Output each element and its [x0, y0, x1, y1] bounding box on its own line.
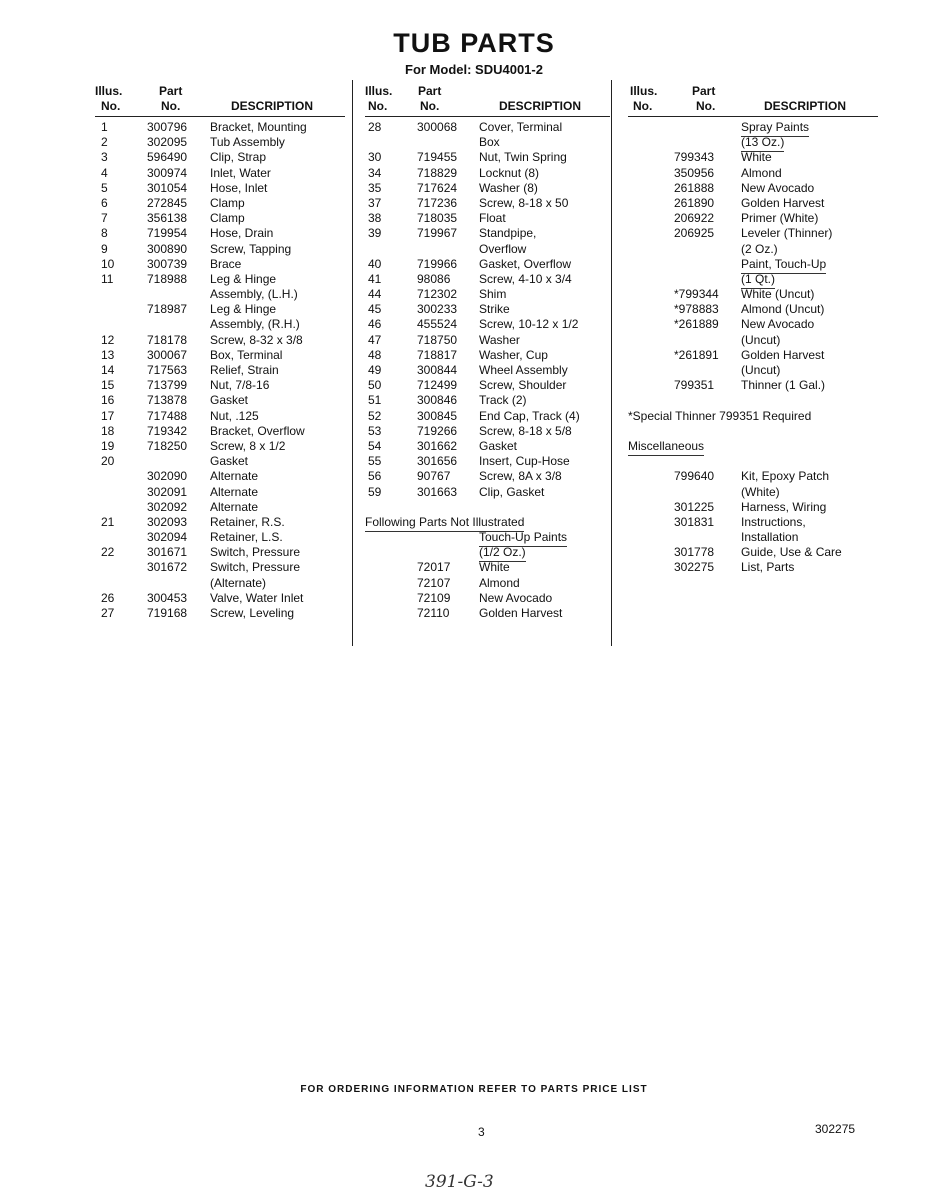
part-description: New Avocado	[741, 180, 815, 195]
illus-number: 56	[368, 469, 382, 484]
illus-number: 30	[368, 150, 382, 165]
part-description: Hose, Inlet	[210, 180, 268, 195]
part-description: White (Uncut)	[741, 287, 815, 302]
part-description: Cover, Terminal	[479, 120, 563, 134]
part-description: Leg & Hinge	[210, 302, 277, 317]
part-number: 718829	[417, 165, 458, 180]
part-number: 302092	[147, 499, 188, 514]
part-description: Spray Paints	[741, 120, 809, 137]
column-divider	[352, 80, 353, 646]
ordering-footer: FOR ORDERING INFORMATION REFER TO PARTS PRICE LIST	[300, 1084, 648, 1095]
part-description: Screw, Tapping	[210, 241, 292, 256]
part-description: Clip, Strap	[210, 150, 267, 165]
illus-number: 4	[101, 165, 108, 180]
part-description: Bracket, Overflow	[210, 423, 305, 438]
part-number: 718988	[147, 271, 188, 286]
part-description: Touch-Up Paints	[479, 530, 567, 547]
illus-no-header: No.	[101, 99, 121, 113]
part-description: Installation	[741, 530, 799, 545]
header-rule	[628, 116, 878, 117]
part-description: Nut, .125	[210, 408, 259, 423]
part-number: 300068	[417, 120, 458, 134]
illus-number: 9	[101, 241, 108, 256]
part-description: Nut, 7/8-16	[210, 378, 270, 393]
part-number: 718987	[147, 302, 188, 317]
part-description: Screw, 8-18 x 5/8	[479, 423, 572, 438]
part-description: Box	[479, 135, 500, 150]
illus-header: Illus.	[365, 84, 393, 98]
part-description: Strike	[479, 302, 510, 317]
part-description: Switch, Pressure	[210, 545, 301, 560]
illus-number: 26	[101, 590, 115, 605]
illus-header: Illus.	[630, 84, 658, 98]
illus-number: 53	[368, 423, 382, 438]
illus-number: 44	[368, 287, 382, 302]
part-description: Screw, 8 x 1/2	[210, 438, 286, 453]
part-description: Leg & Hinge	[210, 271, 277, 286]
column-divider	[611, 80, 612, 646]
part-number: 356138	[147, 211, 188, 226]
part-number: 300233	[417, 302, 458, 317]
part-description: Box, Terminal	[210, 347, 283, 362]
illus-number: 17	[101, 408, 115, 423]
illus-no-header: No.	[368, 99, 388, 113]
description-header: DESCRIPTION	[499, 99, 582, 113]
part-number: 261888	[674, 180, 715, 195]
part-description: Switch, Pressure	[210, 560, 301, 575]
illus-number: 47	[368, 332, 382, 347]
part-number: 301054	[147, 180, 188, 195]
part-number: 302090	[147, 469, 188, 484]
illus-header: Illus.	[95, 84, 123, 98]
part-header: Part	[418, 84, 442, 98]
part-number: 719966	[417, 256, 458, 271]
part-number: *799344	[674, 287, 719, 302]
part-number: 72109	[417, 590, 451, 605]
part-number: 261890	[674, 195, 715, 210]
illus-number: 16	[101, 393, 115, 408]
section-heading: *Special Thinner 799351 Required	[628, 408, 812, 423]
part-number: 302275	[674, 560, 715, 575]
illus-number: 46	[368, 317, 382, 332]
part-number: 301671	[147, 545, 188, 560]
part-description: Bracket, Mounting	[210, 120, 307, 134]
part-number: 301656	[417, 454, 458, 469]
part-number: 712499	[417, 378, 458, 393]
illus-number: 6	[101, 195, 108, 210]
part-description: Kit, Epoxy Patch	[741, 469, 830, 484]
part-description: Gasket	[210, 454, 249, 469]
part-number: 455524	[417, 317, 458, 332]
part-number: 302093	[147, 514, 188, 529]
part-description: Gasket	[479, 438, 518, 453]
part-description: Alternate	[210, 484, 259, 499]
part-description: Alternate	[210, 499, 259, 514]
part-number: *261891	[674, 347, 719, 362]
part-number: 719967	[417, 226, 458, 241]
part-description: Assembly, (L.H.)	[210, 287, 298, 302]
part-description: Inlet, Water	[210, 165, 271, 180]
part-number: 300453	[147, 590, 188, 605]
part-description: New Avocado	[741, 317, 815, 332]
part-description: Leveler (Thinner)	[741, 226, 833, 241]
part-number: 302095	[147, 135, 188, 150]
illus-number: 59	[368, 484, 382, 499]
part-description: White	[741, 150, 772, 165]
part-description: Screw, Leveling	[210, 606, 295, 620]
illus-number: 14	[101, 363, 115, 377]
part-number: 717488	[147, 408, 188, 423]
part-description: (White)	[741, 484, 780, 499]
illus-number: 2	[101, 135, 108, 150]
part-description: Almond	[479, 575, 520, 590]
part-description: (2 Oz.)	[741, 241, 778, 256]
handwritten-note: 391-G-3	[425, 1172, 494, 1192]
part-description: Washer	[479, 332, 520, 347]
part-number: 72110	[417, 606, 450, 620]
part-description: Guide, Use & Care	[741, 545, 842, 560]
part-number: 300739	[147, 256, 188, 271]
part-description: Washer (8)	[479, 180, 538, 195]
part-number: 90767	[417, 469, 451, 484]
part-description: Golden Harvest	[741, 195, 825, 210]
part-number: 301831	[674, 514, 715, 529]
part-description: Golden Harvest	[479, 606, 563, 620]
illus-number: 55	[368, 454, 382, 469]
part-description: Screw, 8-32 x 3/8	[210, 332, 303, 347]
part-number: 300890	[147, 241, 188, 256]
part-description: Track (2)	[479, 393, 527, 408]
part-no-header: No.	[420, 99, 440, 113]
part-description: Float	[479, 211, 506, 226]
part-description: Thinner (1 Gal.)	[741, 378, 826, 393]
part-number: 302091	[147, 484, 188, 499]
part-number: 300067	[147, 347, 188, 362]
illus-number: 7	[101, 211, 108, 226]
illus-number: 54	[368, 438, 382, 453]
part-number: 712302	[417, 287, 458, 302]
illus-number: 15	[101, 378, 115, 393]
illus-number: 21	[101, 514, 115, 529]
part-description: (Uncut)	[741, 363, 781, 377]
illus-number: 11	[101, 271, 114, 286]
illus-number: 37	[368, 195, 382, 210]
part-description: Retainer, R.S.	[210, 514, 285, 529]
part-number: 302094	[147, 530, 188, 545]
illus-number: 50	[368, 378, 382, 393]
part-description: Primer (White)	[741, 211, 819, 226]
part-number: 713799	[147, 378, 188, 393]
part-number: 272845	[147, 195, 188, 210]
illus-number: 8	[101, 226, 108, 241]
part-number: *978883	[674, 302, 719, 317]
part-description: Almond	[741, 165, 782, 180]
part-number: 719266	[417, 423, 458, 438]
part-description: Screw, 10-12 x 1/2	[479, 317, 579, 332]
part-number: 718035	[417, 211, 458, 226]
part-number: 719342	[147, 423, 188, 438]
part-no-header: No.	[696, 99, 716, 113]
part-description: (Alternate)	[210, 575, 267, 590]
part-description: Relief, Strain	[210, 363, 279, 377]
part-description: Tub Assembly	[210, 135, 285, 150]
part-description: Valve, Water Inlet	[210, 590, 304, 605]
illus-number: 1	[101, 120, 108, 134]
part-header: Part	[159, 84, 183, 98]
part-number: 300844	[417, 363, 458, 377]
illus-number: 3	[101, 150, 108, 165]
part-description: Instructions,	[741, 514, 806, 529]
part-description: Wheel Assembly	[479, 363, 568, 377]
part-number: 799343	[674, 150, 715, 165]
section-heading: Following Parts Not Illustrated	[365, 515, 524, 532]
part-number: 717563	[147, 363, 188, 377]
part-description: Almond (Uncut)	[741, 302, 825, 317]
part-number: 718250	[147, 438, 188, 453]
illus-number: 5	[101, 180, 108, 195]
header-rule	[95, 116, 345, 117]
illus-number: 12	[101, 332, 115, 347]
part-description: (1/2 Oz.)	[479, 545, 526, 562]
header-rule	[365, 116, 610, 117]
part-description: Standpipe,	[479, 226, 537, 241]
part-description: Clip, Gasket	[479, 484, 545, 499]
part-number: 301663	[417, 484, 458, 499]
part-no-header: No.	[161, 99, 181, 113]
illus-number: 19	[101, 438, 115, 453]
part-number: 713878	[147, 393, 188, 408]
document-number: 302275	[815, 1122, 856, 1136]
part-description: Golden Harvest	[741, 347, 825, 362]
part-description: Locknut (8)	[479, 165, 540, 180]
part-number: 301672	[147, 560, 188, 575]
part-description: Screw, Shoulder	[479, 378, 567, 393]
part-number: 300974	[147, 165, 188, 180]
part-description: Insert, Cup-Hose	[479, 454, 570, 469]
illus-no-header: No.	[633, 99, 653, 113]
part-description: Alternate	[210, 469, 259, 484]
illus-number: 51	[368, 393, 382, 408]
description-header: DESCRIPTION	[764, 99, 847, 113]
part-description: Shim	[479, 287, 507, 302]
illus-number: 38	[368, 211, 382, 226]
part-description: Retainer, L.S.	[210, 530, 283, 545]
part-number: 206922	[674, 211, 715, 226]
part-number: 300845	[417, 408, 458, 423]
part-number: 72107	[417, 575, 451, 590]
part-description: (Uncut)	[741, 332, 781, 347]
part-number: 300846	[417, 393, 458, 408]
illus-number: 39	[368, 226, 382, 241]
part-number: 719455	[417, 150, 458, 165]
page-title: TUB PARTS	[393, 28, 555, 58]
part-number: 72017	[417, 560, 451, 575]
part-description: Washer, Cup	[479, 347, 548, 362]
part-number: 717236	[417, 195, 458, 210]
illus-number: 20	[101, 454, 115, 469]
part-number: 350956	[674, 165, 715, 180]
part-number: 719168	[147, 606, 188, 620]
illus-number: 52	[368, 408, 382, 423]
part-number: 799351	[674, 378, 715, 393]
part-number: 718817	[417, 347, 458, 362]
illus-number: 10	[101, 256, 115, 271]
illus-number: 18	[101, 423, 115, 438]
part-number: *261889	[674, 317, 719, 332]
part-description: Overflow	[479, 241, 527, 256]
part-description: Hose, Drain	[210, 226, 274, 241]
part-description: Clamp	[210, 211, 245, 226]
part-header: Part	[692, 84, 716, 98]
part-description: Assembly, (R.H.)	[210, 317, 300, 332]
part-number: 799640	[674, 469, 715, 484]
page-number: 3	[478, 1125, 485, 1139]
illus-number: 35	[368, 180, 382, 195]
model-subtitle: For Model: SDU4001-2	[405, 62, 543, 77]
illus-number: 34	[368, 165, 382, 180]
part-description: New Avocado	[479, 590, 553, 605]
illus-number: 13	[101, 347, 115, 362]
part-description: Nut, Twin Spring	[479, 150, 567, 165]
part-number: 718750	[417, 332, 458, 347]
part-number: 301225	[674, 499, 715, 514]
illus-number: 40	[368, 256, 382, 271]
part-description: (13 Oz.)	[741, 135, 784, 152]
part-number: 718178	[147, 332, 188, 347]
illus-number: 49	[368, 363, 382, 377]
part-number: 98086	[417, 271, 451, 286]
part-description: Harness, Wiring	[741, 499, 827, 514]
illus-number: 22	[101, 545, 115, 560]
part-number: 300796	[147, 120, 188, 134]
part-description: Clamp	[210, 195, 245, 210]
part-description: List, Parts	[741, 560, 795, 575]
part-number: 596490	[147, 150, 188, 165]
part-description: Screw, 4-10 x 3/4	[479, 271, 572, 286]
part-number: 717624	[417, 180, 458, 195]
part-description: Gasket, Overflow	[479, 256, 572, 271]
illus-number: 28	[368, 120, 382, 134]
part-description: End Cap, Track (4)	[479, 408, 580, 423]
part-number: 206925	[674, 226, 715, 241]
part-description: Brace	[210, 256, 242, 271]
part-description: Screw, 8A x 3/8	[479, 469, 562, 484]
description-header: DESCRIPTION	[231, 99, 314, 113]
part-number: 301662	[417, 438, 458, 453]
part-number: 719954	[147, 226, 188, 241]
illus-number: 27	[101, 606, 115, 620]
part-description: White	[479, 560, 510, 575]
illus-number: 45	[368, 302, 382, 317]
part-number: 301778	[674, 545, 715, 560]
part-description: Paint, Touch-Up	[741, 257, 826, 274]
illus-number: 48	[368, 347, 382, 362]
section-heading: Miscellaneous	[628, 439, 704, 456]
part-description: Gasket	[210, 393, 249, 408]
part-description: Screw, 8-18 x 50	[479, 195, 569, 210]
illus-number: 41	[368, 271, 382, 286]
part-description: (1 Qt.)	[741, 272, 775, 289]
